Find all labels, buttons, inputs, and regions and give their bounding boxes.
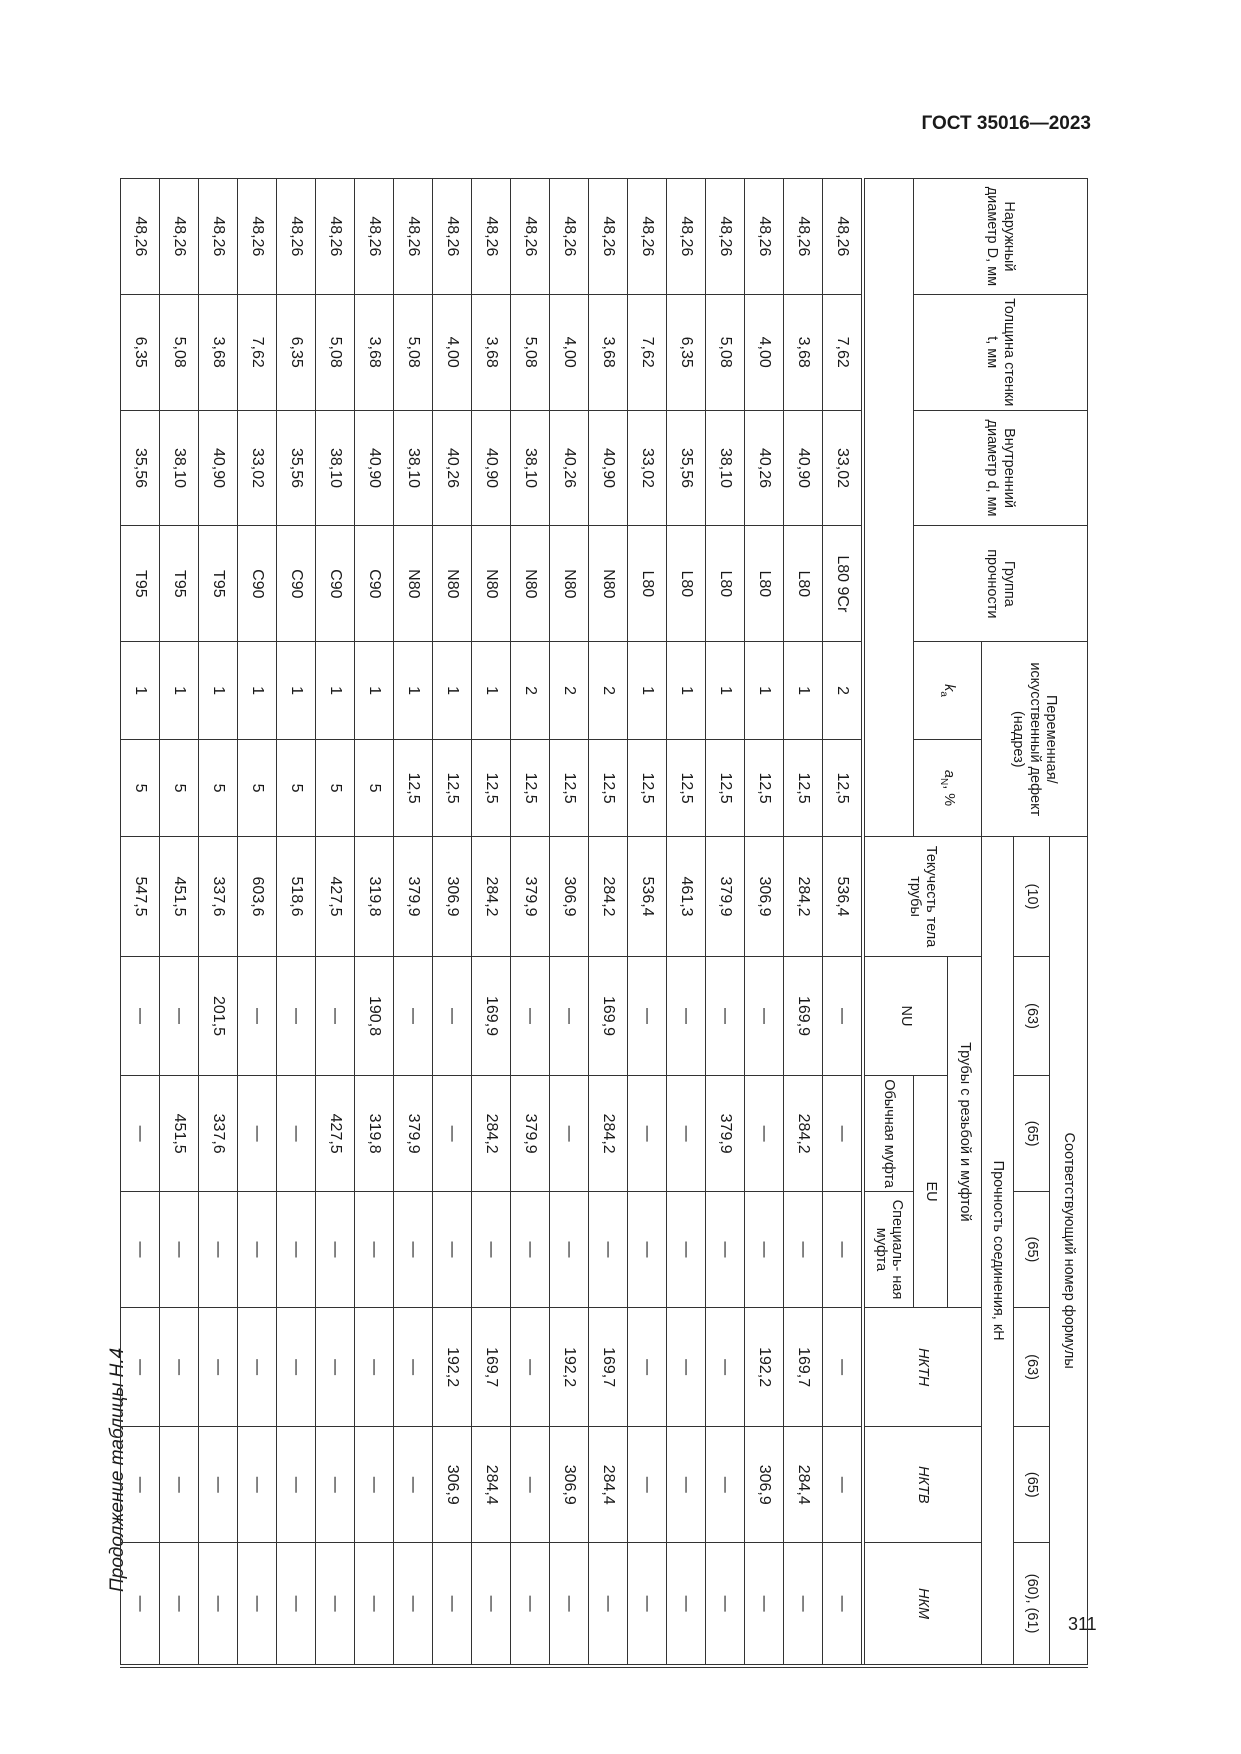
table-cell: 48,26: [472, 179, 511, 295]
table-cell: —: [511, 1427, 550, 1543]
table-cell: —: [160, 956, 199, 1075]
table-cell: N80: [433, 526, 472, 642]
table-cell: —: [316, 1307, 355, 1426]
table-cell: 379,9: [706, 837, 745, 956]
table-cell: 427,5: [316, 837, 355, 956]
document-code: ГОСТ 35016—2023: [921, 113, 1091, 134]
table-cell: 48,26: [589, 179, 628, 295]
table-cell: 547,5: [121, 837, 160, 956]
header-formula-title: Соответствующий номер формулы: [1050, 837, 1088, 1666]
table-cell: 192,2: [550, 1307, 589, 1426]
table-cell: 2: [550, 642, 589, 740]
table-cell: 5,08: [706, 294, 745, 410]
table-cell: 38,10: [160, 410, 199, 526]
table-row: [628, 179, 667, 1667]
formula-number: (10): [1014, 837, 1050, 956]
table-cell: 192,2: [433, 1307, 472, 1426]
table-cell: 379,9: [706, 1076, 745, 1192]
table-cell: 337,6: [199, 837, 238, 956]
table-cell: —: [121, 1192, 160, 1308]
table-cell: 3,68: [589, 294, 628, 410]
table-cell: —: [511, 1192, 550, 1308]
table-caption: Продолжение таблицы Н.4: [107, 1347, 128, 1592]
table-cell: L80: [784, 526, 823, 642]
table-cell: —: [238, 1543, 277, 1666]
table-cell: 4,00: [550, 294, 589, 410]
table-cell: —: [745, 1076, 784, 1192]
table-cell: L80: [706, 526, 745, 642]
table-cell: 48,26: [199, 179, 238, 295]
header-yield-body: Текучесть тела трубы: [864, 837, 982, 956]
table-cell: 48,26: [277, 179, 316, 295]
table-cell: 12,5: [667, 739, 706, 837]
table-cell: —: [472, 1192, 511, 1308]
table-cell: —: [706, 1427, 745, 1543]
table-cell: C90: [355, 526, 394, 642]
header-eu: EU: [914, 1076, 948, 1308]
table-cell: 1: [745, 642, 784, 740]
table-cell: 284,4: [784, 1427, 823, 1543]
table-cell: —: [277, 1192, 316, 1308]
table-cell: 6,35: [667, 294, 706, 410]
table-cell: —: [238, 1192, 277, 1308]
table-cell: 7,62: [628, 294, 667, 410]
table-cell: 284,2: [784, 837, 823, 956]
table-cell: 12,5: [784, 739, 823, 837]
table-cell: L80: [667, 526, 706, 642]
table-cell: —: [316, 1192, 355, 1308]
table-cell: —: [277, 956, 316, 1075]
header-wall-thickness: Толщина стенки t, мм: [914, 294, 1088, 410]
table-cell: 306,9: [550, 837, 589, 956]
formula-number: (60), (61): [1014, 1543, 1050, 1666]
table-cell: —: [394, 956, 433, 1075]
table-cell: —: [121, 1543, 160, 1666]
table-cell: —: [628, 1427, 667, 1543]
formula-number: (63): [1014, 1307, 1050, 1426]
table-cell: 1: [667, 642, 706, 740]
table-cell: 1: [472, 642, 511, 740]
table-cell: —: [823, 1076, 864, 1192]
table-cell: 190,8: [355, 956, 394, 1075]
table-cell: —: [823, 1427, 864, 1543]
table-cell: —: [394, 1427, 433, 1543]
table-cell: 5: [316, 739, 355, 837]
table-cell: 40,90: [472, 410, 511, 526]
table-cell: 4,00: [433, 294, 472, 410]
table-cell: —: [784, 1543, 823, 1666]
table-cell: L80: [745, 526, 784, 642]
table-cell: 169,7: [784, 1307, 823, 1426]
table-cell: —: [121, 1307, 160, 1426]
table-row: [784, 179, 823, 1667]
table-cell: 48,26: [667, 179, 706, 295]
table-cell: —: [238, 1076, 277, 1192]
table-row: [355, 179, 394, 1667]
table-cell: 603,6: [238, 837, 277, 956]
table-row: [160, 179, 199, 1667]
table-cell: 536,4: [628, 837, 667, 956]
table-cell: —: [589, 1543, 628, 1666]
table-cell: —: [511, 1307, 550, 1426]
table-cell: 38,10: [316, 410, 355, 526]
table-cell: 284,4: [589, 1427, 628, 1543]
table-cell: 5: [277, 739, 316, 837]
table-cell: —: [550, 956, 589, 1075]
table-row: [199, 179, 238, 1667]
table-cell: 3,68: [199, 294, 238, 410]
table-cell: 38,10: [394, 410, 433, 526]
table-cell: 48,26: [355, 179, 394, 295]
table-cell: 306,9: [745, 837, 784, 956]
table-cell: 1: [121, 642, 160, 740]
table-cell: T95: [199, 526, 238, 642]
table-cell: —: [199, 1307, 238, 1426]
table-cell: —: [433, 1543, 472, 1666]
table-cell: —: [355, 1192, 394, 1308]
table-cell: —: [589, 1192, 628, 1308]
table-cell: 48,26: [784, 179, 823, 295]
table-cell: 3,68: [784, 294, 823, 410]
table-cell: 48,26: [121, 179, 160, 295]
table-cell: 40,90: [784, 410, 823, 526]
table-cell: 40,90: [355, 410, 394, 526]
table-row: [706, 179, 745, 1667]
header-nktv: НКТВ: [864, 1427, 982, 1543]
table-cell: 48,26: [706, 179, 745, 295]
table-row: [511, 179, 550, 1667]
table-cell: 379,9: [394, 837, 433, 956]
table-cell: 33,02: [238, 410, 277, 526]
table-cell: —: [355, 1307, 394, 1426]
table-cell: 1: [628, 642, 667, 740]
table-cell: 48,26: [628, 179, 667, 295]
table-cell: 451,5: [160, 837, 199, 956]
table-cell: 38,10: [706, 410, 745, 526]
table-cell: —: [823, 956, 864, 1075]
formula-number: (65): [1014, 1427, 1050, 1543]
table-cell: —: [394, 1543, 433, 1666]
header-nkm: НКМ: [864, 1543, 982, 1666]
table-cell: 48,26: [160, 179, 199, 295]
table-cell: 5: [199, 739, 238, 837]
table-cell: —: [667, 1076, 706, 1192]
table-cell: 201,5: [199, 956, 238, 1075]
table-cell: T95: [121, 526, 160, 642]
header-nu: NU: [864, 956, 948, 1075]
table-cell: —: [277, 1427, 316, 1543]
table-cell: 12,5: [745, 739, 784, 837]
table-cell: 12,5: [628, 739, 667, 837]
page-number: 311: [1068, 1614, 1097, 1634]
table-row: [433, 179, 472, 1667]
table-cell: N80: [394, 526, 433, 642]
table-cell: —: [745, 1192, 784, 1308]
table-row: [121, 179, 160, 1667]
table-cell: 306,9: [745, 1427, 784, 1543]
table-cell: 5,08: [394, 294, 433, 410]
table-cell: 1: [160, 642, 199, 740]
table-cell: C90: [316, 526, 355, 642]
header-an: $a_N$, %: [914, 739, 982, 837]
table-cell: —: [433, 1192, 472, 1308]
table-cell: 48,26: [745, 179, 784, 295]
table-cell: 40,26: [433, 410, 472, 526]
table-cell: —: [277, 1076, 316, 1192]
table-cell: —: [121, 1427, 160, 1543]
table-row: [277, 179, 316, 1667]
table-cell: —: [511, 956, 550, 1075]
table-cell: 2: [823, 642, 864, 740]
table-cell: —: [628, 1307, 667, 1426]
table-cell: —: [433, 956, 472, 1075]
table-cell: 4,00: [745, 294, 784, 410]
table-cell: —: [160, 1427, 199, 1543]
table-cell: 451,5: [160, 1076, 199, 1192]
table-container: [123, 178, 1088, 1668]
table-cell: 33,02: [823, 410, 864, 526]
table-cell: 7,62: [238, 294, 277, 410]
table-cell: —: [667, 1427, 706, 1543]
table-cell: T95: [160, 526, 199, 642]
header-normal-coupling: Обычная муфта: [864, 1076, 914, 1192]
table-cell: 319,8: [355, 1076, 394, 1192]
table-row: [589, 179, 628, 1667]
table-cell: —: [199, 1427, 238, 1543]
table-cell: —: [472, 1543, 511, 1666]
table-cell: 1: [433, 642, 472, 740]
table-cell: —: [667, 956, 706, 1075]
table-cell: —: [160, 1543, 199, 1666]
table-cell: 379,9: [511, 1076, 550, 1192]
table-cell: 3,68: [355, 294, 394, 410]
table-cell: 48,26: [550, 179, 589, 295]
header-nktn: НКТН: [864, 1307, 982, 1426]
table-cell: —: [121, 956, 160, 1075]
table-row: [550, 179, 589, 1667]
table-cell: —: [160, 1192, 199, 1308]
table-cell: 12,5: [472, 739, 511, 837]
table-cell: L80: [628, 526, 667, 642]
table-cell: —: [316, 1427, 355, 1543]
table-cell: 284,2: [784, 1076, 823, 1192]
table-cell: 5,08: [511, 294, 550, 410]
table-cell: N80: [511, 526, 550, 642]
table-cell: —: [667, 1192, 706, 1308]
table-cell: 40,26: [745, 410, 784, 526]
table-row: [472, 179, 511, 1667]
table-cell: C90: [238, 526, 277, 642]
header-special-coupling: Специаль- ная муфта: [864, 1192, 914, 1308]
header-outer-diameter: Наружный диаметр D, мм: [914, 179, 1088, 295]
table-cell: —: [121, 1076, 160, 1192]
table-cell: 12,5: [433, 739, 472, 837]
table-cell: 33,02: [628, 410, 667, 526]
table-cell: 319,8: [355, 837, 394, 956]
table-cell: N80: [550, 526, 589, 642]
table-cell: 284,2: [472, 1076, 511, 1192]
table-cell: 284,2: [589, 837, 628, 956]
table-cell: —: [745, 956, 784, 1075]
table-cell: —: [823, 1307, 864, 1426]
table-cell: —: [550, 1192, 589, 1308]
table-cell: 1: [199, 642, 238, 740]
table-cell: —: [238, 1427, 277, 1543]
table-cell: —: [316, 1543, 355, 1666]
table-cell: 284,4: [472, 1427, 511, 1543]
table-cell: 12,5: [394, 739, 433, 837]
header-ka: $k_a$: [914, 642, 982, 740]
table-cell: L80 9Cr: [823, 526, 864, 642]
table-cell: —: [550, 1543, 589, 1666]
table-cell: 5: [238, 739, 277, 837]
table-cell: —: [355, 1543, 394, 1666]
table-row: [316, 179, 355, 1667]
table-row: [823, 179, 864, 1667]
table-cell: —: [667, 1543, 706, 1666]
table-cell: 169,9: [784, 956, 823, 1075]
table-cell: 48,26: [823, 179, 864, 295]
table-cell: —: [628, 1076, 667, 1192]
table-cell: N80: [472, 526, 511, 642]
table-row: [667, 179, 706, 1667]
header-spacer: [864, 179, 914, 837]
table-cell: N80: [589, 526, 628, 642]
table-cell: —: [394, 1307, 433, 1426]
table-row: [238, 179, 277, 1667]
table-cell: 48,26: [394, 179, 433, 295]
table-cell: 169,7: [472, 1307, 511, 1426]
table-cell: 306,9: [433, 1427, 472, 1543]
table-row: [394, 179, 433, 1667]
table-cell: 35,56: [667, 410, 706, 526]
table-cell: —: [277, 1543, 316, 1666]
table-cell: —: [238, 1307, 277, 1426]
table-cell: —: [316, 956, 355, 1075]
table-cell: —: [199, 1192, 238, 1308]
table-cell: 3,68: [472, 294, 511, 410]
table-cell: 12,5: [589, 739, 628, 837]
table-cell: 379,9: [511, 837, 550, 956]
table-cell: 5: [121, 739, 160, 837]
table-cell: —: [199, 1543, 238, 1666]
table-cell: 2: [511, 642, 550, 740]
data-table: [121, 178, 1089, 1668]
table-cell: 12,5: [706, 739, 745, 837]
table-cell: 48,26: [238, 179, 277, 295]
formula-number: (65): [1014, 1192, 1050, 1308]
table-cell: 1: [277, 642, 316, 740]
table-cell: —: [628, 1543, 667, 1666]
table-row: [745, 179, 784, 1667]
table-cell: —: [706, 956, 745, 1075]
table-cell: 284,2: [472, 837, 511, 956]
table-cell: —: [628, 956, 667, 1075]
table-cell: —: [667, 1307, 706, 1426]
table-cell: 5,08: [316, 294, 355, 410]
table-cell: 284,2: [589, 1076, 628, 1192]
table-cell: 40,90: [589, 410, 628, 526]
table-cell: 12,5: [823, 739, 864, 837]
table-cell: —: [706, 1192, 745, 1308]
table-cell: 48,26: [433, 179, 472, 295]
table-cell: 6,35: [121, 294, 160, 410]
table-cell: 48,26: [316, 179, 355, 295]
table-cell: 7,62: [823, 294, 864, 410]
header-inner-diameter: Внутренний диаметр d, мм: [914, 410, 1088, 526]
table-cell: 5: [160, 739, 199, 837]
table-cell: 38,10: [511, 410, 550, 526]
table-cell: —: [784, 1192, 823, 1308]
table-cell: 169,7: [589, 1307, 628, 1426]
header-threaded: Трубы с резьбой и муфтой: [948, 956, 982, 1307]
header-strength-title: Прочность соединения, кН: [982, 837, 1014, 1666]
table-cell: 1: [394, 642, 433, 740]
table-cell: —: [160, 1307, 199, 1426]
header-defect: Переменная/ искусственный дефект (надрез): [982, 642, 1088, 837]
table-cell: 35,56: [121, 410, 160, 526]
table-cell: —: [550, 1076, 589, 1192]
table-cell: 1: [316, 642, 355, 740]
table-cell: —: [823, 1543, 864, 1666]
table-cell: 1: [238, 642, 277, 740]
header-strength-group: Группа прочности: [914, 526, 1088, 642]
table-cell: —: [277, 1307, 316, 1426]
formula-number: (63): [1014, 956, 1050, 1075]
table-cell: 1: [355, 642, 394, 740]
table-cell: —: [355, 1427, 394, 1543]
table-cell: 169,9: [589, 956, 628, 1075]
table-cell: 169,9: [472, 956, 511, 1075]
table-cell: —: [433, 1076, 472, 1192]
table-cell: 2: [589, 642, 628, 740]
table-cell: C90: [277, 526, 316, 642]
table-cell: 518,6: [277, 837, 316, 956]
table-cell: —: [628, 1192, 667, 1308]
table-cell: 5: [355, 739, 394, 837]
table-cell: —: [394, 1192, 433, 1308]
table-cell: —: [238, 956, 277, 1075]
table-cell: 5,08: [160, 294, 199, 410]
table-cell: —: [706, 1543, 745, 1666]
table-cell: 461,3: [667, 837, 706, 956]
formula-number: (65): [1014, 1076, 1050, 1192]
table-cell: 1: [706, 642, 745, 740]
table-cell: 12,5: [511, 739, 550, 837]
table-cell: 40,90: [199, 410, 238, 526]
table-cell: 337,6: [199, 1076, 238, 1192]
table-cell: 379,9: [394, 1076, 433, 1192]
table-cell: —: [745, 1543, 784, 1666]
table-cell: 40,26: [550, 410, 589, 526]
table-cell: 12,5: [550, 739, 589, 837]
table-cell: —: [823, 1192, 864, 1308]
table-cell: 192,2: [745, 1307, 784, 1426]
table-cell: 306,9: [433, 837, 472, 956]
table-cell: 48,26: [511, 179, 550, 295]
table-cell: 536,4: [823, 837, 864, 956]
table-cell: 1: [784, 642, 823, 740]
table-cell: 427,5: [316, 1076, 355, 1192]
table-cell: —: [706, 1307, 745, 1426]
table-cell: 6,35: [277, 294, 316, 410]
table-cell: 35,56: [277, 410, 316, 526]
table-cell: 306,9: [550, 1427, 589, 1543]
table-cell: —: [511, 1543, 550, 1666]
